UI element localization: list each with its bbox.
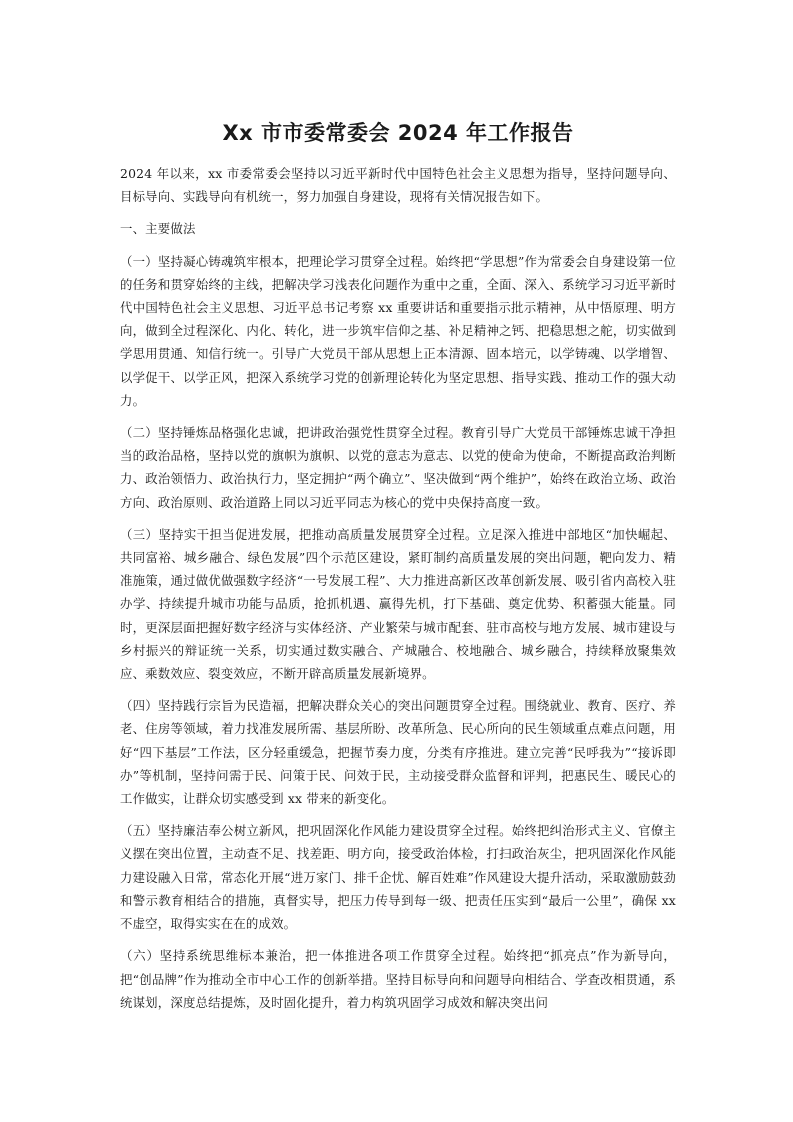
body-paragraph-4: （四）坚持践行宗旨为民造福，把解决群众关心的突出问题贯穿全过程。围绕就业、教育、医疗、养老、住房等领域，着力找准发展所需、基层所盼、改革所急、民心所向的民生领域重点难点问题，用好“四下基层”工作法，区分轻重缓急，把握节奏力度，分类有序推进。建立完善“民呼我为”“接诉即办”等机制，坚持问需于民、问策于民、问效于民，主动接受群众监督和评判，把惠民生、暖民心的工作做实，让群众切实感受到 xx 带来的新变化。 — [120, 698, 676, 807]
intro-paragraph: 2024 年以来，xx 市委常委会坚持以习近平新时代中国特色社会主义思想为指导，坚持问题导向、目标导向、实践导向有机统一，努力加强自身建设，现将有关情况报告如下。 — [120, 166, 676, 205]
document-page — [120, 118, 676, 1023]
body-paragraph-6: （六）坚持系统思维标本兼治，把一体推进各项工作贯穿全过程。始终把“抓亮点”作为新导向，把“创品牌”作为推动全市中心工作的创新举措。坚持目标导向和问题导向相结合、学查改相贯通，系统谋划，深度总结提炼，及时固化提升，着力构筑巩固学习成效和解决突出问 — [120, 948, 676, 1010]
body-paragraph-3: （三）坚持实干担当促进发展，把推动高质量发展贯穿全过程。立足深入推进中部地区“加快崛起、共同富裕、城乡融合、绿色发展”四个示范区建设，紧盯制约高质量发展的突出问题，靶向发力、精准施策，通过做优做强数字经济“一号发展工程”、大力推进高新区改革创新发展、吸引省内高校入驻办学、持续提升城市功能与品质，抢抓机遇、赢得先机，打下基础、奠定优势、积蓄强大能量。同时，更深层面把握好数字经济与实体经济、产业繁荣与城市配套、驻市高校与地方发展、城市建设与乡村振兴的辩证统一关系，切实通过数实融合、产城融合、校地融合、城乡融合，持续释放聚集效应、乘数效应、裂变效应，不断开辟高质量发展新境界。 — [120, 526, 676, 682]
section-heading: 一、主要做法 — [120, 221, 196, 237]
body-paragraph-5: （五）坚持廉洁奉公树立新风，把巩固深化作风能力建设贯穿全过程。始终把纠治形式主义、官僚主义摆在突出位置，主动查不足、找差距、明方向，接受政治体检，打扫政治灰尘，把巩固深化作风能力建设融入日常，常态化开展“进万家门、排千企忧、解百姓难”作风建设大提升活动，采取激励鼓劲和警示教育相结合的措施，真督实导，把压力传导到每一级、把责任压实到“最后一公里”，确保 xx 不虚空，取得实实在在的成效。 — [120, 823, 676, 932]
document-title: Xx 市市委常委会 2024 年工作报告 — [222, 121, 574, 145]
body-paragraph-2: （二）坚持锤炼品格强化忠诚，把讲政治强党性贯穿全过程。教育引导广大党员干部锤炼忠诚干净担当的政治品格，坚持以党的旗帜为旗帜、以党的意志为意志、以党的使命为使命，不断提高政治判断力、政治领悟力、政治执行力，坚定拥护“两个确立”、坚决做到“两个维护”，始终在政治立场、政治方向、政治原则、政治道路上同以习近平同志为核心的党中央保持高度一致。 — [120, 425, 676, 510]
body-paragraph-1: （一）坚持凝心铸魂筑牢根本，把理论学习贯穿全过程。始终把“学思想”作为常委会自身建设第一位的任务和贯穿始终的主线，把解决学习浅表化问题作为重中之重，全面、深入、系统学习习近平新时代中国特色社会主义思想、习近平总书记考察 xx 重要讲话和重要指示批示精神，从中悟原理、明方向，做到全过程深化、内化、转化，进一步筑牢信仰之基、补足精神之钙、把稳思想之舵，切实做到学思用贯通、知信行统一。引导广大党员干部从思想上正本清源、固本培元，以学铸魂、以学增智、以学促干、以学正风，把深入系统学习党的创新理论转化为坚定思想、指导实践、推动工作的强大动力。 — [120, 253, 676, 408]
